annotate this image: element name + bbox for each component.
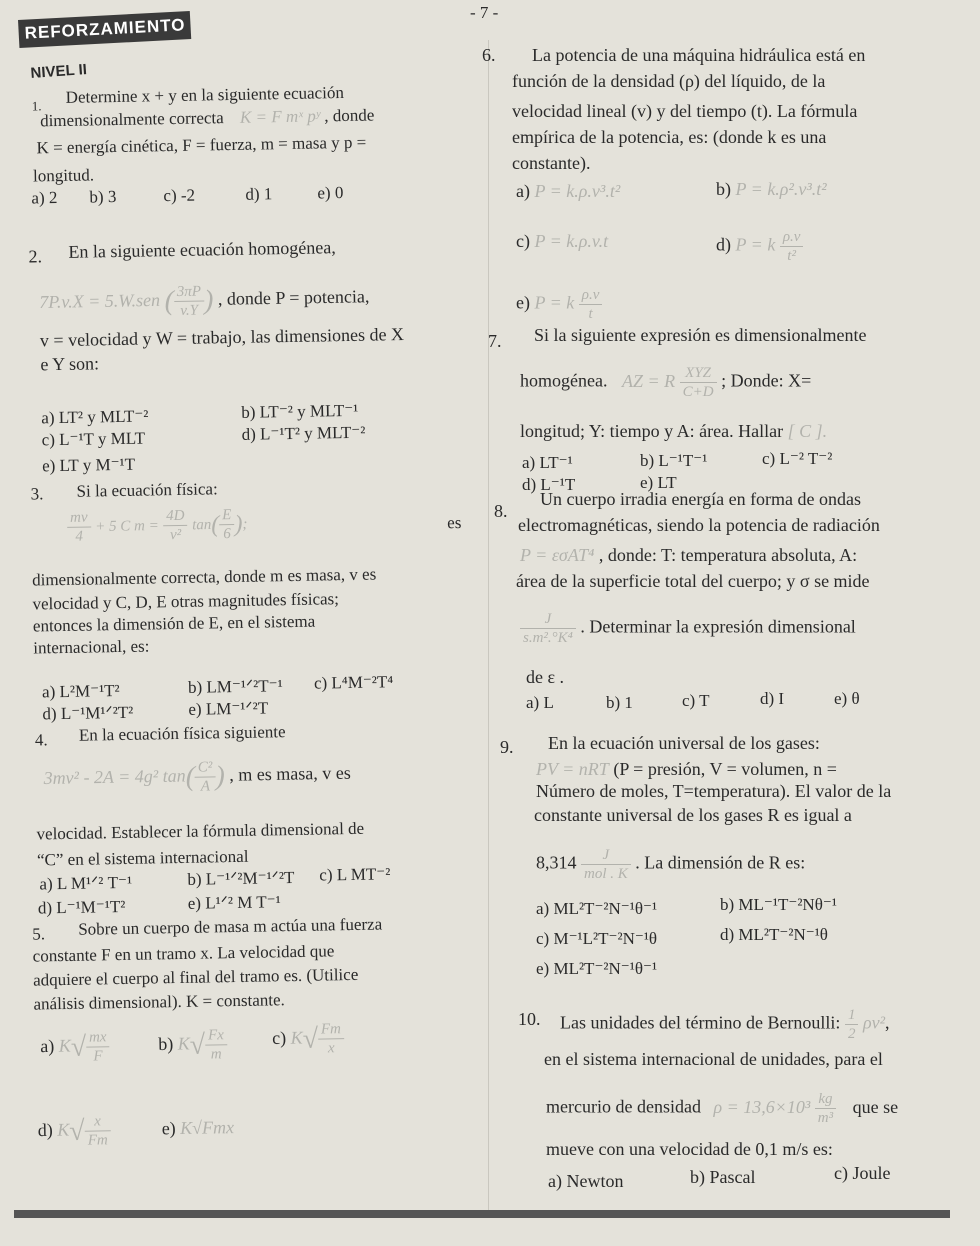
q9-number: 9.	[500, 737, 514, 757]
q8-option-c: c) T	[682, 691, 710, 710]
q1-option-c: c) -2	[163, 185, 196, 206]
q1-option-d: d) 1	[245, 184, 273, 204]
q3-line4: entonces la dimensión de E, en el sistema	[32, 611, 316, 636]
q1-option-b: b) 3	[89, 187, 117, 207]
q1-option-a: a) 2	[31, 188, 58, 208]
q9-option-d: d) ML²T⁻²N⁻¹θ	[720, 925, 828, 944]
q10-density: ρ = 13,6×10³	[713, 1096, 811, 1117]
q9-value: 8,314	[536, 852, 577, 873]
q4-number: 4.	[34, 730, 48, 750]
q2-option-e: e) LT y M⁻¹T	[41, 454, 136, 476]
q8-line4: área de la superficie total del cuerpo; y σ se mide	[516, 571, 870, 591]
q2-option-c: c) L⁻¹T y MLT	[41, 428, 146, 450]
q9-line4: constante universal de los gases R es igual a	[534, 805, 852, 825]
q3-formula-mid: + 5 C m =	[95, 517, 159, 536]
q4-fraction: $\frac{\text{C²}}{A}$	[195, 758, 216, 795]
q6-option-d: d) P = k $\frac{\rho.v}{\text{t²}}$	[716, 228, 803, 265]
q8-number: 8.	[494, 501, 508, 521]
q8-line6: de ε .	[526, 667, 565, 687]
q1-number: 1.	[31, 98, 42, 114]
q6-option-c: c) P = k.ρ.v.t	[516, 231, 609, 251]
q10-density-units: $\frac{kg}{\text{m³}}$	[815, 1090, 836, 1127]
q3-option-c: c) L⁴M⁻²T⁴	[313, 672, 394, 693]
q8-formula: P = εσAT⁴	[520, 545, 595, 565]
q3-line2: dimensionalmente correcta, donde m es masa, v es	[31, 564, 377, 590]
q10-line4: mueve con una velocidad de 0,1 m/s es:	[546, 1139, 833, 1159]
q7-option-e: e) LT	[640, 473, 677, 492]
q3-option-b: b) LM⁻¹ᐟ²T⁻¹	[187, 676, 283, 697]
q5-option-c: c) K√ $\frac{Fm}{x}$	[272, 1020, 345, 1058]
q8-line3-end: , donde: T: temperatura absoluta, A:	[598, 545, 858, 565]
q3-line3: velocidad y C, D, E otras magnitudes físicas;	[32, 589, 340, 614]
q6-line5: constante).	[512, 153, 591, 173]
q7-line3: longitud; Y: tiempo y A: área. Hallar	[520, 421, 784, 441]
q8-option-b: b) 1	[606, 693, 633, 712]
q8-option-a: a) L	[526, 693, 554, 712]
q1-line3: K = energía cinética, F = fuerza, m = masa y p =	[36, 132, 367, 158]
q9-line5-end: . La dimensión de R es:	[635, 852, 806, 873]
q6-line3: velocidad lineal (v) y del tiempo (t). La fórmula	[512, 101, 858, 121]
q3-frac-1: $\frac{mv}{4}$	[67, 508, 91, 545]
q10-option-c: c) Joule	[834, 1163, 891, 1183]
q9-formula: PV = nRT	[536, 759, 609, 779]
q6-option-b: b) P = k.ρ².v³.t²	[716, 179, 827, 199]
left-column: 1. Determine x + y en la siguiente ecuación dimensionalmente correcta K = F mˣ pʸ , donde K = energía cinética, F = fuerza, m = masa y p = longitud. a) 2 b) 3 c) -2 d) 1 e) 0 2. En la siguiente ecuación homogénea, 7P.v.X = 5.W.sen ( $\frac{3\pi P}{v.Y}$ ) , donde P = potencia, v = velocidad y W = trabajo, las dimensiones de X e Y son: a) LT² y MLT⁻² b) LT⁻² y MLT⁻¹ c) L⁻¹T y MLT d) L⁻¹T² y MLT⁻² e) LT y M⁻¹T 3. Si la ecuación física: $\frac{mv}{4}$ + 5 C m = $\frac{4D}{\text{v²}}$ tan( $\frac{E}{6}$ ); es dimensionalmente correcta, donde m es masa, v es velocidad y C, D, E otras magnitudes físicas; entonces la dimensión de E, en el sistema internacional, es: a) L²M⁻¹T² b) LM⁻¹ᐟ²T⁻¹ c) L⁴M⁻²T⁴ d) L⁻¹M¹ᐟ²T² e) LM⁻¹ᐟ²T 4. En la ecuación física siguiente 3mv² - 2A = 4g² tan( $\frac{\text{C²}}{A}$ ) , m es masa, v es velocidad. Establecer la fórmula dimensional de “C” en el sistema internacional a) L M¹ᐟ² T⁻¹ b) L⁻¹ᐟ²M⁻¹ᐟ²T c) L MT⁻² d) L⁻¹M⁻¹T² e) L¹ᐟ² M T⁻¹ 5. Sobre un cuerpo de masa m actúa una fuerza constante F en un tramo x. La velocidad que adquiere el cuerpo al final del tramo es. (Utilice análisis dimensional). K = constante. a) K√ $\frac{mx}{F}$ b) K√ $\frac{Fx}{m}$ c) K√ $\frac{Fm}{x}$ d) K√ $\frac{x}{Fm}$ e) K√Fmx	[28, 83, 462, 1149]
q4-option-c: c) L MT⁻²	[319, 864, 391, 885]
q3-option-d: d) L⁻¹M¹ᐟ²T²	[42, 702, 134, 724]
q7-formula: AZ = R	[621, 370, 676, 391]
q4-line2-end: , m es masa, v es	[229, 762, 351, 785]
q9-option-b: b) ML⁻¹T⁻²Nθ⁻¹	[720, 895, 837, 914]
q9-option-c: c) M⁻¹L²T⁻²N⁻¹θ	[536, 929, 658, 948]
q5-number: 5.	[32, 924, 46, 944]
q9-line2-end: (P = presión, V = volumen, n =	[613, 759, 837, 779]
q2-line1: En la siguiente ecuación homogénea,	[68, 237, 336, 262]
q3-es: es	[447, 513, 462, 533]
q6-option-e: e) P = k $\frac{\rho.v}{t}$	[516, 286, 602, 323]
q5-option-b: b) K√ $\frac{Fx}{m}$	[158, 1026, 227, 1064]
q5-option-e: e) K√Fmx	[161, 1117, 235, 1139]
q7-option-b: b) L⁻¹T⁻¹	[640, 451, 708, 470]
q8-line5-end: . Determinar la expresión dimensional	[580, 616, 856, 637]
q10-half-fraction: $\frac{1}{2}$	[845, 1006, 859, 1043]
q3-number: 3.	[30, 484, 44, 504]
q1-option-e: e) 0	[317, 183, 344, 203]
q9-option-e: e) ML²T⁻²N⁻¹θ⁻¹	[536, 959, 658, 978]
q5-line4: análisis dimensional). K = constante.	[33, 990, 285, 1014]
q4-line3: velocidad. Establecer la fórmula dimensional de	[36, 818, 365, 844]
q10-line2: en el sistema internacional de unidades, para el	[544, 1049, 883, 1069]
q4-line4: “C” en el sistema internacional	[36, 846, 249, 870]
q4-line1: En la ecuación física siguiente	[78, 722, 286, 745]
page-number: - 7 -	[470, 3, 499, 22]
q8-line2: electromagnéticas, siendo la potencia de radiación	[518, 515, 880, 535]
q3-line5: internacional, es:	[33, 636, 150, 658]
q7-number: 7.	[488, 331, 502, 351]
q7-line1: Si la siguiente expresión es dimensionalmente	[534, 325, 867, 345]
level-heading: NIVEL II	[30, 61, 88, 82]
q4-option-a: a) L M¹ᐟ² T⁻¹	[39, 872, 133, 894]
q2-line2-end: , donde P = potencia,	[217, 286, 370, 309]
q6-line1: La potencia de una máquina hidráulica está en	[532, 45, 866, 65]
q1-formula: K = F mˣ pʸ	[239, 106, 321, 127]
q2-line4: e Y son:	[40, 353, 100, 375]
q2-option-d: d) L⁻¹T² y MLT⁻²	[241, 422, 366, 444]
page-bottom-bar	[14, 1210, 950, 1218]
q10-line3-end: que se	[852, 1096, 899, 1117]
q9-line1: En la ecuación universal de los gases:	[548, 733, 820, 753]
q8-option-d: d) I	[760, 689, 785, 708]
q2-option-b: b) LT⁻² y MLT⁻¹	[241, 400, 359, 422]
q1-line4: longitud.	[32, 165, 95, 186]
q5-option-d: d) K√ $\frac{x}{Fm}$	[37, 1112, 111, 1150]
q7-option-a: a) LT⁻¹	[522, 453, 573, 472]
q2-formula: 7P.v.X = 5.W.sen	[39, 289, 161, 312]
q10-line3-text: mercurio de densidad	[546, 1096, 701, 1117]
q2-number: 2.	[28, 246, 43, 267]
q7-line2-end: ; Donde: X=	[721, 370, 812, 391]
q8-line1: Un cuerpo irradia energía en forma de ondas	[540, 489, 862, 509]
q3-line1: Si la ecuación física:	[76, 479, 218, 501]
q7-line2-text: homogénea.	[520, 370, 608, 391]
q6-number: 6.	[482, 45, 496, 65]
q7-fraction: $\frac{\text{XYZ}}{C+D}$	[680, 364, 717, 401]
q4-option-d: d) L⁻¹M⁻¹T²	[37, 896, 126, 918]
q2-option-a: a) LT² y MLT⁻²	[41, 406, 149, 428]
q6-option-a: a) P = k.ρ.v³.t²	[516, 181, 621, 201]
q4-option-e: e) L¹ᐟ² M T⁻¹	[187, 892, 281, 913]
q1-line1: Determine x + y en la siguiente ecuación	[65, 83, 345, 107]
q1-line2-end: , donde	[324, 105, 375, 126]
q7-option-c: c) L⁻² T⁻²	[762, 449, 833, 468]
q3-option-e: e) LM⁻¹ᐟ²T	[188, 698, 269, 719]
q2-line3: v = velocidad y W = trabajo, las dimensiones de X	[39, 324, 405, 351]
q3-frac-2: $\frac{4D}{\text{v²}}$	[163, 507, 188, 544]
q5-option-a: a) K√ $\frac{mx}{F}$	[40, 1028, 110, 1066]
q4-formula: 3mv² - 2A = 4g² tan	[43, 765, 186, 788]
logo-text: REFORZAMIENTO	[24, 15, 186, 43]
q10-line1: Las unidades del término de Bernoulli:	[560, 1012, 841, 1033]
q10-rho-v2: ρv²	[862, 1012, 885, 1033]
q6-line4: empírica de la potencia, es: (donde k es una	[512, 127, 827, 147]
q3-frac-3: $\frac{E}{6}$	[219, 506, 235, 543]
q2-fraction: $\frac{3\pi P}{v.Y}$	[174, 282, 205, 320]
q6-line2: función de la densidad (ρ) del líquido, de la	[512, 71, 826, 91]
q4-option-b: b) L⁻¹ᐟ²M⁻¹ᐟ²T	[187, 867, 295, 889]
q5-line2: constante F en un tramo x. La velocidad que	[32, 941, 335, 966]
q8-option-e: e) θ	[834, 689, 860, 708]
q5-line1: Sobre un cuerpo de masa m actúa una fuerza	[78, 914, 383, 939]
q1-line2-text: dimensionalmente correcta	[39, 108, 224, 131]
q10-option-b: b) Pascal	[690, 1167, 756, 1187]
q9-option-a: a) ML²T⁻²N⁻¹θ⁻¹	[536, 899, 658, 918]
q8-unit-fraction: $\frac{J}{\text{s.m².°K⁴}}$	[520, 610, 576, 647]
q9-line3: Número de moles, T=temperatura). El valor de la	[536, 781, 892, 801]
q10-number: 10.	[518, 1009, 541, 1029]
q10-option-a: a) Newton	[548, 1171, 624, 1191]
q9-unit-fraction: $\frac{J}{\text{mol . K}}$	[581, 846, 631, 883]
q7-option-d: d) L⁻¹T	[522, 475, 576, 494]
q7-bracket: [ C ].	[787, 421, 828, 441]
q3-option-a: a) L²M⁻¹T²	[41, 681, 120, 702]
q5-line3: adquiere el cuerpo al final del tramo es. (Utilice	[32, 964, 359, 990]
